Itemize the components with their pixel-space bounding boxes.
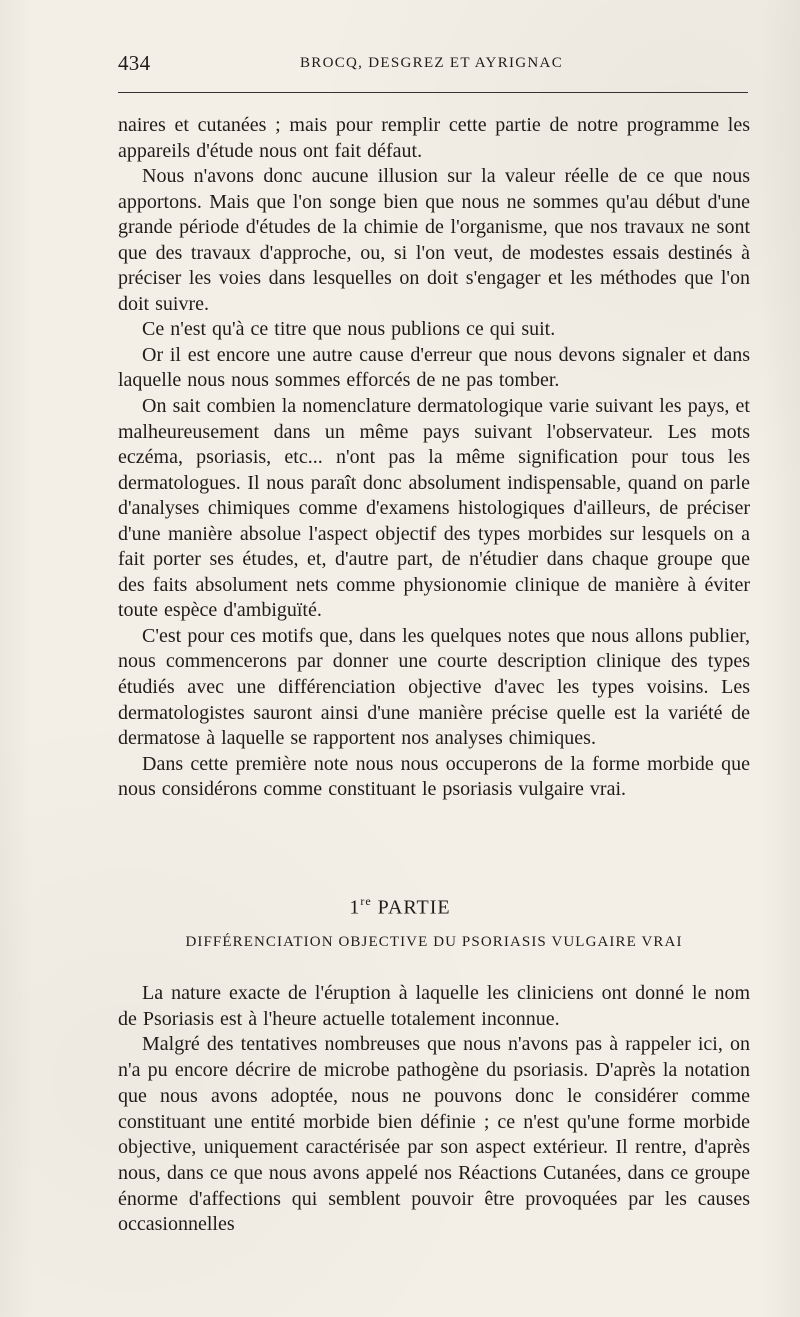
page-header (118, 51, 748, 75)
paragraph: Dans cette première note nous nous occuperons de la forme morbide que nous considérons comme constituant le psoriasis vulgaire vrai. (118, 752, 750, 801)
section-title-superscript: re (360, 894, 372, 908)
paragraph: Malgré des tentatives nombreuses que nous n'avons pas à rappeler ici, on n'a pu encore décrire de microbe pathogène du psoriasis. D'après la notation que nous avons adoptée, nous ne pouvons donc le considérer comme constituant une entité morbide bien définie ; ce n'est qu'une forme morbide objective, uniquement caractérisée par son aspect extérieur. Il rentre, d'après nous, dans ce que nous avons appelé nos Réactions Cutanées, dans ce groupe énorme d'affections qui semblent pouvoir être provoquées par les causes occasionnelles (118, 1033, 750, 1236)
section-subtitle: DIFFÉRENCIATION OBJECTIVE DU PSORIASIS VULGAIRE VRAI (185, 934, 683, 950)
paragraph: On sait combien la nomenclature dermatologique varie suivant les pays, et malheureusement dans un même pays suivant l'observateur. Les mots eczéma, psoriasis, etc... n'ont pas la même signification pour tous les dermatologues. Il nous paraît donc absolument indispensable, quand on parle d'analyses chimiques comme d'examens histologiques d'ailleurs, de préciser d'une manière absolue l'aspect objectif des types morbides sur lesquels on a fait porter ses études, et, d'autre part, de n'étudier dans chaque groupe que des faits absolument nets comme physionomie clinique de manière à éviter toute espèce d'ambiguïté. (118, 395, 750, 622)
main-text (118, 113, 750, 803)
paragraph: Or il est encore une autre cause d'erreur que nous devons signaler et dans laquelle nous nous sommes efforcés de ne pas tomber. (118, 343, 750, 392)
section-title (0, 895, 800, 920)
paragraph: C'est pour ces motifs que, dans les quelques notes que nous allons publier, nous commencerons par donner une courte description clinique des types étudiés avec une différenciation objective d'avec les types voisins. Les dermatologistes sauront ainsi d'une manière précise quelle est la variété de dermatose à laquelle se rapportent nos analyses chimiques. (118, 624, 750, 750)
paragraph-continued: naires et cutanées ; mais pour remplir cette partie de notre programme les appareils d'étude nous ont fait défaut. (118, 114, 750, 162)
section-title-number: 1 (349, 896, 361, 919)
page-number: 434 (118, 51, 151, 75)
paragraph: Nous n'avons donc aucune illusion sur la valeur réelle de ce que nous apportons. Mais que l'on songe bien que nous ne sommes qu'au début d'une grande période d'études de la chimie de l'organisme, que nos travaux ne sont que des travaux d'approche, ou, si l'on veut, de modestes essais destinés à préciser les voies dans lesquelles on doit s'engager et les méthodes que l'on doit suivre. (118, 165, 750, 315)
running-head: BROCQ, DESGREZ ET AYRIGNAC (300, 55, 563, 71)
section-text (118, 981, 750, 1238)
section-title-text: PARTIE (371, 896, 451, 919)
header-rule (118, 92, 748, 93)
paragraph: Ce n'est qu'à ce titre que nous publions ce qui suit. (142, 318, 556, 341)
paragraph: La nature exacte de l'éruption à laquelle les cliniciens ont donné le nom de Psoriasis est à l'heure actuelle totalement inconnue. (118, 982, 750, 1030)
